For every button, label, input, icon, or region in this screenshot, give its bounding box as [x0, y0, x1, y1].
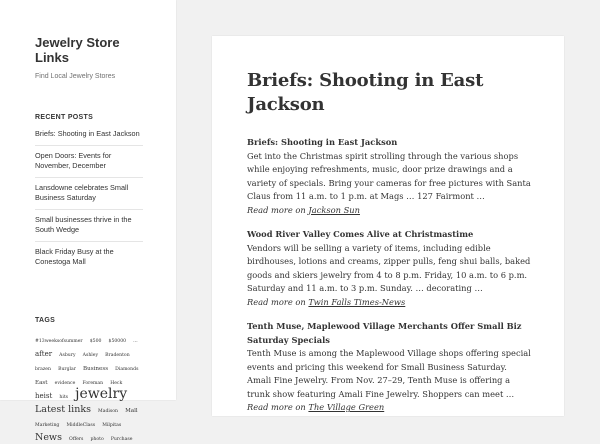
tag-link[interactable]: Burglar — [58, 366, 76, 372]
recent-post-link[interactable]: Black Friday Busy at the Conestoga Mall — [35, 241, 143, 273]
tag-link[interactable]: $50000 — [108, 338, 127, 344]
tag-link[interactable]: Heck — [110, 380, 123, 386]
post-title[interactable]: Wood River Valley Comes Alive at Christmastime — [247, 229, 474, 239]
tag-link[interactable]: hits — [59, 394, 69, 400]
post-title[interactable]: Briefs: Shooting in East Jackson — [247, 137, 398, 147]
tag-link[interactable]: Purchase — [110, 436, 133, 442]
tag-link[interactable]: jewelry — [75, 385, 128, 402]
tag-link[interactable]: Foreman — [82, 380, 104, 386]
tag-link[interactable]: Ashley — [82, 352, 99, 358]
tag-link[interactable]: Milpitas — [102, 422, 122, 428]
site-title[interactable]: Jewelry Store Links — [35, 35, 120, 65]
source-link[interactable]: Jackson Sun — [308, 204, 360, 215]
read-more-label: Read more on — [247, 402, 306, 412]
recent-posts-list — [35, 129, 143, 273]
tag-link[interactable]: #13weeksofsummer — [35, 338, 83, 344]
tag-link[interactable]: heist — [35, 391, 53, 400]
tag-link[interactable]: … — [133, 338, 138, 344]
read-more-line — [247, 401, 532, 415]
main-content — [212, 36, 564, 416]
tag-cloud — [35, 332, 143, 444]
tag-link[interactable]: Offers — [69, 436, 84, 442]
tag-link[interactable]: Latest links — [35, 403, 91, 415]
recent-post-link[interactable]: Open Doors: Events for November, December — [35, 145, 143, 177]
post-item — [247, 136, 532, 217]
tag-link[interactable]: Marketing — [35, 422, 60, 428]
tag-link[interactable]: News — [35, 431, 62, 443]
recent-post-link[interactable]: Briefs: Shooting in East Jackson — [35, 129, 140, 138]
post-title[interactable]: Tenth Muse, Maplewood Village Merchants Offer Small Biz Saturday Specials — [247, 321, 522, 345]
tag-link[interactable]: Mall — [125, 407, 138, 414]
post-item — [247, 320, 532, 415]
tag-link[interactable]: Business — [83, 365, 109, 372]
read-more-label: Read more on — [247, 204, 306, 215]
tag-link[interactable]: Diamonds — [115, 366, 139, 372]
post-excerpt: Get into the Christmas spirit strolling through the various shops while enjoying refreshments, music, door prize drawings and a variety of specials. Bring your cameras for free pictures with Santa Claus from 11 a.m. to 1 p.m. at Mags … 127 Fairmont … — [247, 150, 531, 201]
tag-link[interactable]: evidence — [54, 380, 76, 386]
tag-link[interactable]: $500 — [89, 338, 102, 344]
tag-link[interactable]: after — [35, 349, 53, 358]
read-more-line — [247, 296, 532, 310]
post-item — [247, 228, 532, 309]
source-link[interactable]: Twin Falls Times-News — [308, 296, 406, 307]
sidebar — [0, 0, 176, 443]
recent-posts-heading: RECENT POSTS — [35, 114, 94, 121]
recent-post-link[interactable]: Small businesses thrive in the South Wedge — [35, 209, 143, 241]
site-description: Find Local Jewelry Stores — [35, 73, 116, 80]
source-link[interactable]: The Village Green — [308, 402, 385, 412]
read-more-line — [247, 204, 532, 218]
tag-link[interactable]: Asbury — [59, 352, 76, 358]
page-title: Briefs: Shooting in East Jackson — [247, 70, 484, 115]
tag-link[interactable]: MiddleClass — [66, 422, 96, 428]
read-more-label: Read more on — [247, 296, 306, 307]
tag-link[interactable]: brazen — [35, 366, 51, 372]
tag-link[interactable]: Madison — [98, 408, 118, 414]
tag-link[interactable]: photo — [90, 436, 104, 442]
tags-heading: TAGS — [35, 316, 56, 324]
recent-post-link[interactable]: Lansdowne celebrates Small Business Saturday — [35, 177, 143, 209]
tag-link[interactable]: East — [35, 379, 48, 386]
tag-link[interactable]: Bradenton — [105, 352, 130, 358]
post-excerpt: Tenth Muse is among the Maplewood Village shops offering special events and pricing this weekend for Small Business Saturday. Amali Fine Jewelry. From Nov. 27–29, Tenth Muse is offering a trunk show featuring Amali Fine Jewelry. Shoppers can meet … — [247, 348, 531, 399]
post-excerpt: Vendors will be selling a variety of items, including edible birdhouses, lotions and creams, zipper pulls, feng shui balls, baked goods and skiers jewelry from 4 to 8 p.m. Friday, 10 a.m. to 6 p.m. Saturday and 11 a.m. to 3 p.m. Sunday. … decorating … — [247, 242, 531, 293]
